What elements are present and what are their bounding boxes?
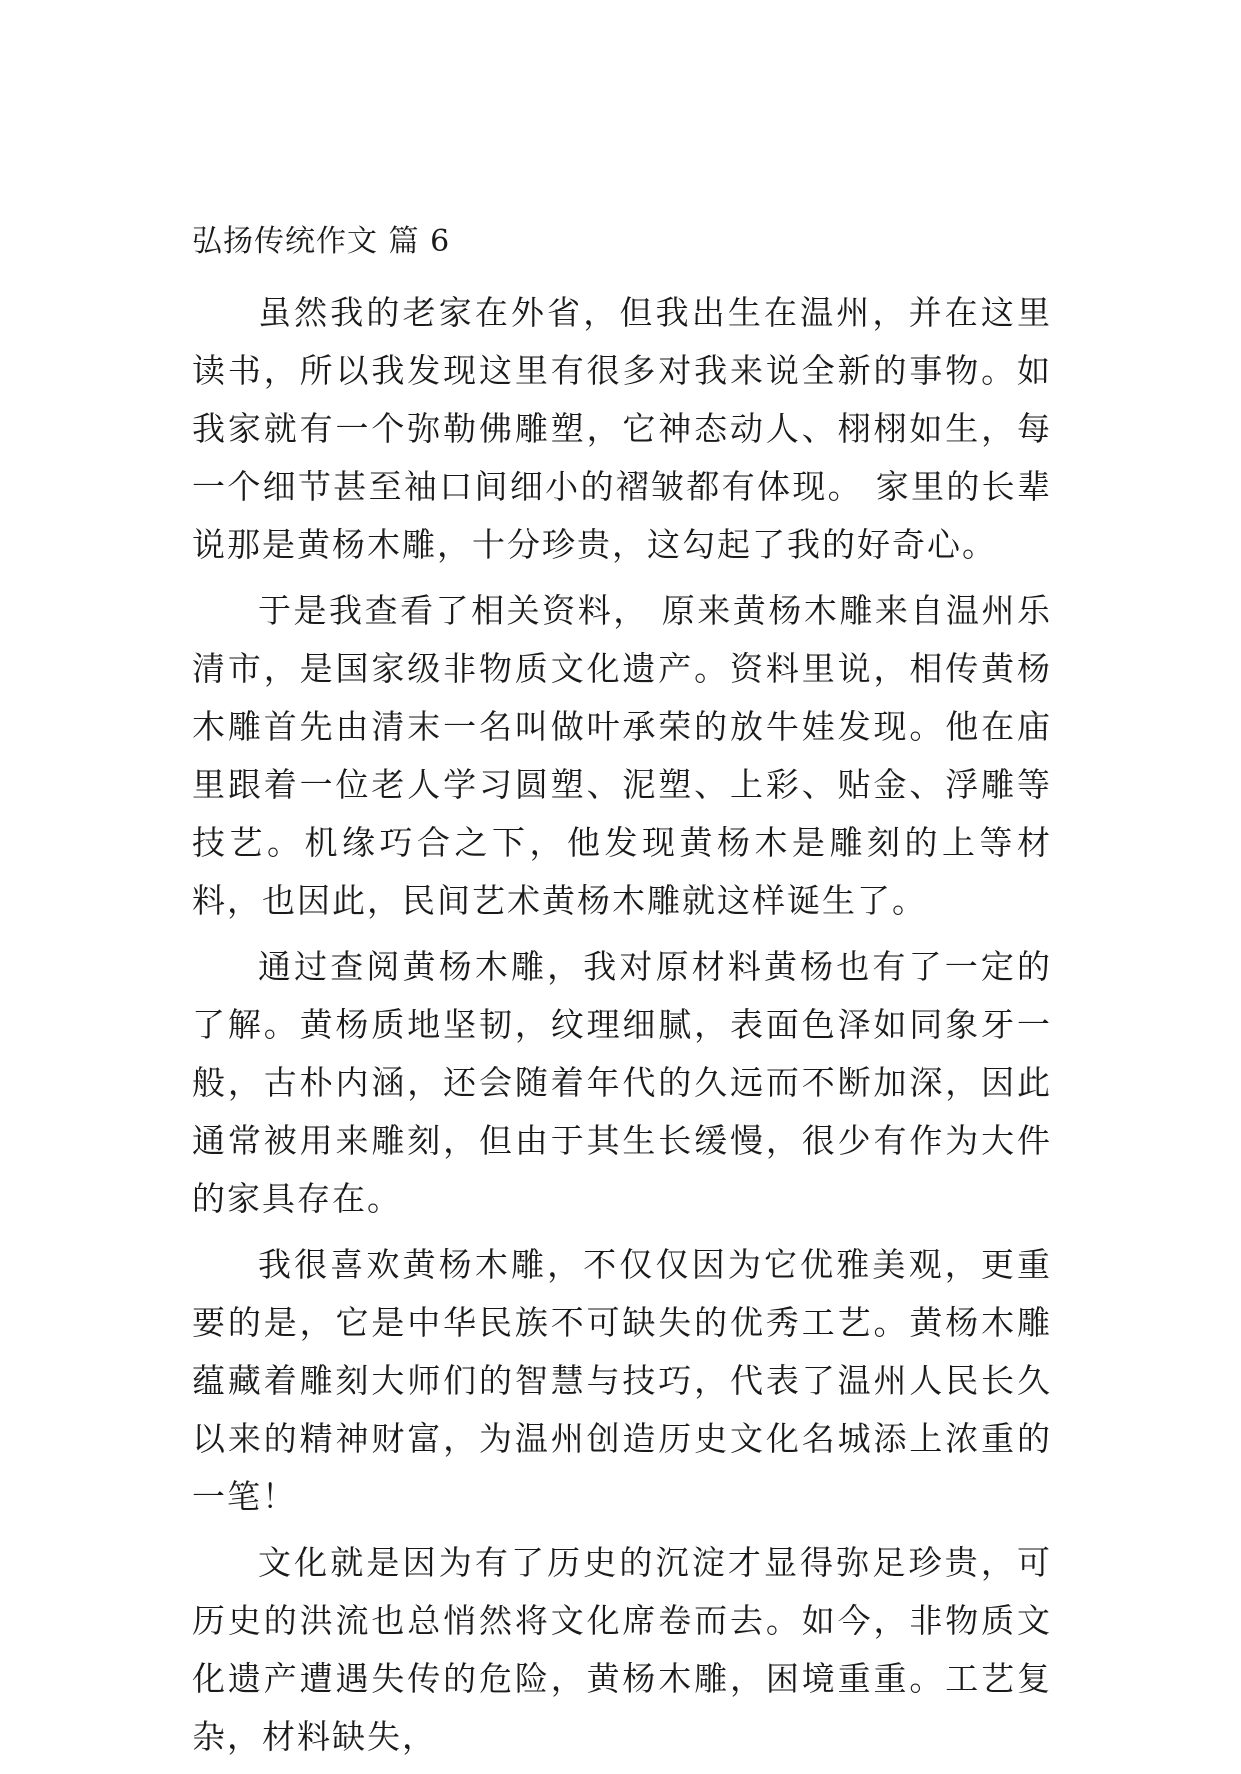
paragraph-3: 通过查阅黄杨木雕，我对原材料黄杨也有了一定的了解。黄杨质地坚韧，纹理细腻，表面色泽如同象牙一般，古朴内涵，还会随着年代的久远而不断加深，因此通常被用来雕刻，但由于其生长缓慢，很少有作为大件的家具存在。 <box>192 947 1052 1218</box>
paragraph-2: 于是我查看了相关资料， 原来黄杨木雕来自温州乐清市，是国家级非物质文化遗产。资料里说，相传黄杨木雕首先由清末一名叫做叶承荣的放牛娃发现。他在庙里跟着一位老人学习圆塑、泥塑、上彩、贴金、浮雕等技艺。机缘巧合之下，他发现黄杨木是雕刻的上等材料，也因此，民间艺术黄杨木雕就这样诞生了。 <box>192 591 1052 920</box>
essay-title: 弘扬传统作文 篇 6 <box>192 224 451 259</box>
paragraph-4: 我很喜欢黄杨木雕，不仅仅因为它优雅美观，更重要的是，它是中华民族不可缺失的优秀工艺。黄杨木雕蕴藏着雕刻大师们的智慧与技巧，代表了温州人民长久以来的精神财富，为温州创造历史文化名城添上浓重的一笔！ <box>192 1245 1052 1516</box>
paragraph-1: 虽然我的老家在外省，但我出生在温州，并在这里读书，所以我发现这里有很多对我来说全新的事物。如我家就有一个弥勒佛雕塑，它神态动人、栩栩如生，每一个细节甚至袖口间细小的褶皱都有体现。 家里的长辈说那是黄杨木雕，十分珍贵，这勾起了我的好奇心。 <box>192 293 1052 564</box>
paragraph-5: 文化就是因为有了历史的沉淀才显得弥足珍贵，可历史的洪流也总悄然将文化席卷而去。如今，非物质文化遗产遭遇失传的危险，黄杨木雕，困境重重。工艺复杂，材料缺失， <box>192 1543 1052 1756</box>
document-page <box>192 222 1052 1774</box>
